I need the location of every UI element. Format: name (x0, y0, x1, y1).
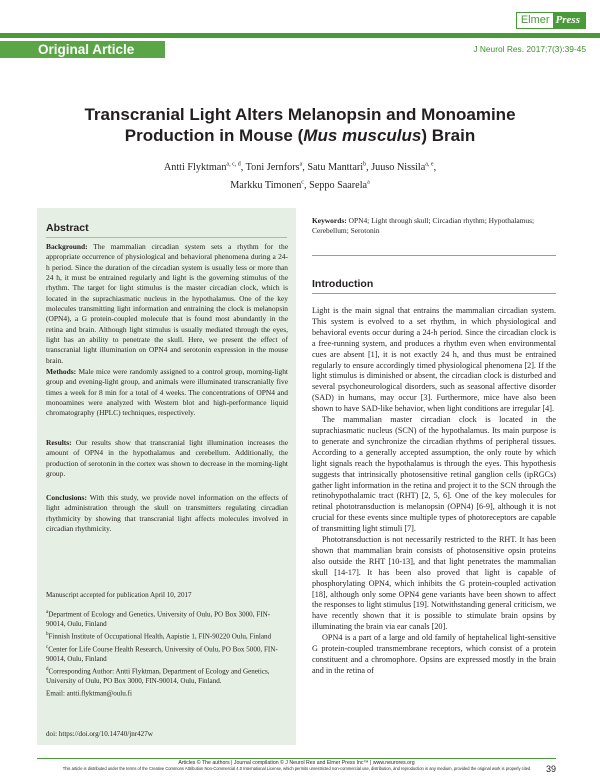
introduction-body (312, 306, 556, 677)
title-species: Mus musculus (303, 126, 422, 145)
divider (312, 255, 556, 256)
paper-title (40, 104, 560, 146)
intro-paragraph: Light is the main signal that entrains the mammalian circadian system. This system is evolved to a set rhythm, in which physiological and behavioral events occur during a 24-h period. Since the circadian clock is a free-running system, and produces a rhythm even when environmental cues are absent [1], it is not exactly 24 h, and thus must be entrained regularly to ensure accordingly timed physiological phenomena [2]. If the light stimulus is diminished or absent, the circadian clock is disturbed and several psychoneurological disorders, such as seasonal affective disorder (SAD) in humans, may occur [3]. Furthermore, mice have also been shown to have SAD-like behavior, when light conditions are irregular [4]. (312, 306, 556, 414)
abstract-heading: Abstract (46, 222, 89, 234)
abstract-background: Background: The mammalian circadian system sets a rhythm for the appropriate occurrence of physiological and behavioral phenomena during a 24-h period. Since the duration of the circadian system is usually less or more than 24 h, it must be entrained regularly and light is the governing stimulus of the rhythm. The target for light stimulus is the master circadian clock, which is located in the suprachiasmatic nucleus in the hypothalamus. One of the key molecules transmitting light information and entraining the clock is melanopsin (OPN4), a G protein-coupled molecule that is found most abundantly in the retina and brain. Although light stimulus is usually mediated through the eyes, light has an ability to penetrate the skull. Here, we present the effect of transcranial light illumination on OPN4 and serotonin expression in the mouse brain. (46, 242, 288, 365)
author: Satu Manttari$^b$, (307, 162, 372, 174)
author-list (60, 158, 540, 193)
divider (46, 237, 287, 238)
footer-divider (37, 758, 556, 759)
journal-reference: J Neurol Res. 2017;7(3):39-45 (473, 44, 586, 54)
doi-link[interactable]: doi: https://doi.org/10.14740/jnr427w (46, 730, 153, 738)
title-line-2-prefix: Production in Mouse ( (124, 126, 304, 145)
manuscript-note: Manuscript accepted for publication April 10, 2017 (46, 591, 192, 599)
abstract-conclusions: Conclusions: With this study, we provide novel information on the effects of light administration through the skull on transmitters regulating circadian rhythmicity by showing that transcranial light affects molecules involved in circadian rhythmicity. (46, 493, 288, 534)
divider (312, 293, 556, 294)
title-line-1: Transcranial Light Alters Melanopsin and Monoamine (84, 105, 516, 124)
affiliation: $^b$Finnish Institute of Occupational Health, Aapistie 1, FIN-90220 Oulu, Finland (46, 632, 272, 641)
footer-license: This article is distributed under the terms of the Creative Commons Attribution Non-Commercial 4.0 International License, which permits unrestricted non-commercial use, distribution, and reproduction in any medium, provided the original work is properly cited (62, 766, 531, 771)
page-number: 39 (545, 764, 556, 774)
author: Seppo Saarela$^a$ (309, 179, 370, 191)
title-line-2-suffix: ) Brain (421, 126, 476, 145)
affiliations (46, 608, 288, 700)
header-band (0, 33, 600, 38)
abstract-results: Results: Our results show that transcranial light illumination increases the amount of OPN4 in the hypothalamus and cerebellum. Additionally, the production of serotonin in the cortex was shown to decrease in the morning-light group. (46, 438, 288, 479)
abstract-methods: Methods: Male mice were randomly assigned to a control group, morning-light group and evening-light group, and animals were illuminated transcranially five times a week for 8 min for a total of 4 weeks. The concentrations of OPN4 and monoamines were analyzed with Western blot and high-performance liquid chromatography (HPLC) techniques, respectively. (46, 367, 288, 418)
footer-copyright: Articles © The authors | Journal compilation © J Neurol Res and Elmer Press Inc™ | www.neurores.org (178, 760, 415, 766)
publisher-logo (516, 12, 586, 29)
affiliation: $^a$Department of Ecology and Genetics, University of Oulu, PO Box 3000, FIN-90014, Oulu, Finland (46, 610, 271, 629)
author: Markku Timonen$^c$, (230, 179, 310, 191)
intro-paragraph: OPN4 is a part of a large and old family of heptahelical light-sensitive G protein-coupled transmembrane receptors, which consist of a protein constituent and a chromophore. Opsins are expressed mostly in the brain and in the retina of (312, 633, 556, 675)
affiliation: $^c$Center for Life Course Health Research, University of Oulu, PO Box 5000, FIN-90014, Oulu, Finland (46, 644, 278, 664)
corresponding-email[interactable]: Email: antti.flyktman@oulu.fi (46, 689, 132, 698)
publisher-logo-left: Elmer (517, 13, 553, 28)
intro-paragraph: Phototransduction is not necessarily restricted to the RHT. It has been shown that mammalian brain consists of photosensitive opsin proteins also outside the RHT [10-13], and that light penetrates the mammalian skull [14-17]. It has been also proved that light is capable of phosphorylating OPN4, which inhibits the G protein-coupled activation [18], although only some OPN4 gene variants have been shown to affect the responses to light stimulus [19]. Notwithstanding general criticism, we have recently shown that it is possible to stimulate brain opsins by illuminating the brain via ear canals [20]. (312, 535, 556, 632)
author: Juuso Nissila$^{a, e}$, (371, 162, 437, 174)
intro-paragraph: The mammalian master circadian clock is located in the suprachiasmatic nucleus (SCN) of the hypothalamus. Its main purpose is to generate and synchronize the circadian rhythms of peripheral tissues. According to a generally accepted assumption, the only route by which light signals reach the hypothalamus is through the eyes. This hypothesis suggests that intrinsically photosensitive retinal ganglion cells (ipRGCs) gather light information in the retina and project it to the SCN through the retinohypothalamic tract (RHT) [2, 5, 6]. One of the key molecules for retinal phototransduction is melanopsin (OPN4) [6-9], although it is not crucial for these events since multiple types of photoreceptors are capable of transmitting light stimuli [7]. (312, 415, 556, 534)
keywords: Keywords: OPN4; Light through skull; Circadian rhythm; Hypothalamus; Cerebellum; Serotonin (312, 216, 535, 236)
introduction-heading: Introduction (312, 278, 374, 290)
author: Antti Flyktman$^{a, c, d}$, (163, 162, 246, 174)
author: Toni Jernfors$^a$, (245, 162, 308, 174)
affiliation: $^d$Corresponding Author: Antti Flyktman, Department of Ecology and Genetics, University of Oulu, PO Box 3000, FIN-90014, Oulu, Finland. (46, 667, 270, 686)
article-type-label: Original Article (0, 41, 165, 58)
publisher-logo-right: Press (553, 13, 585, 28)
